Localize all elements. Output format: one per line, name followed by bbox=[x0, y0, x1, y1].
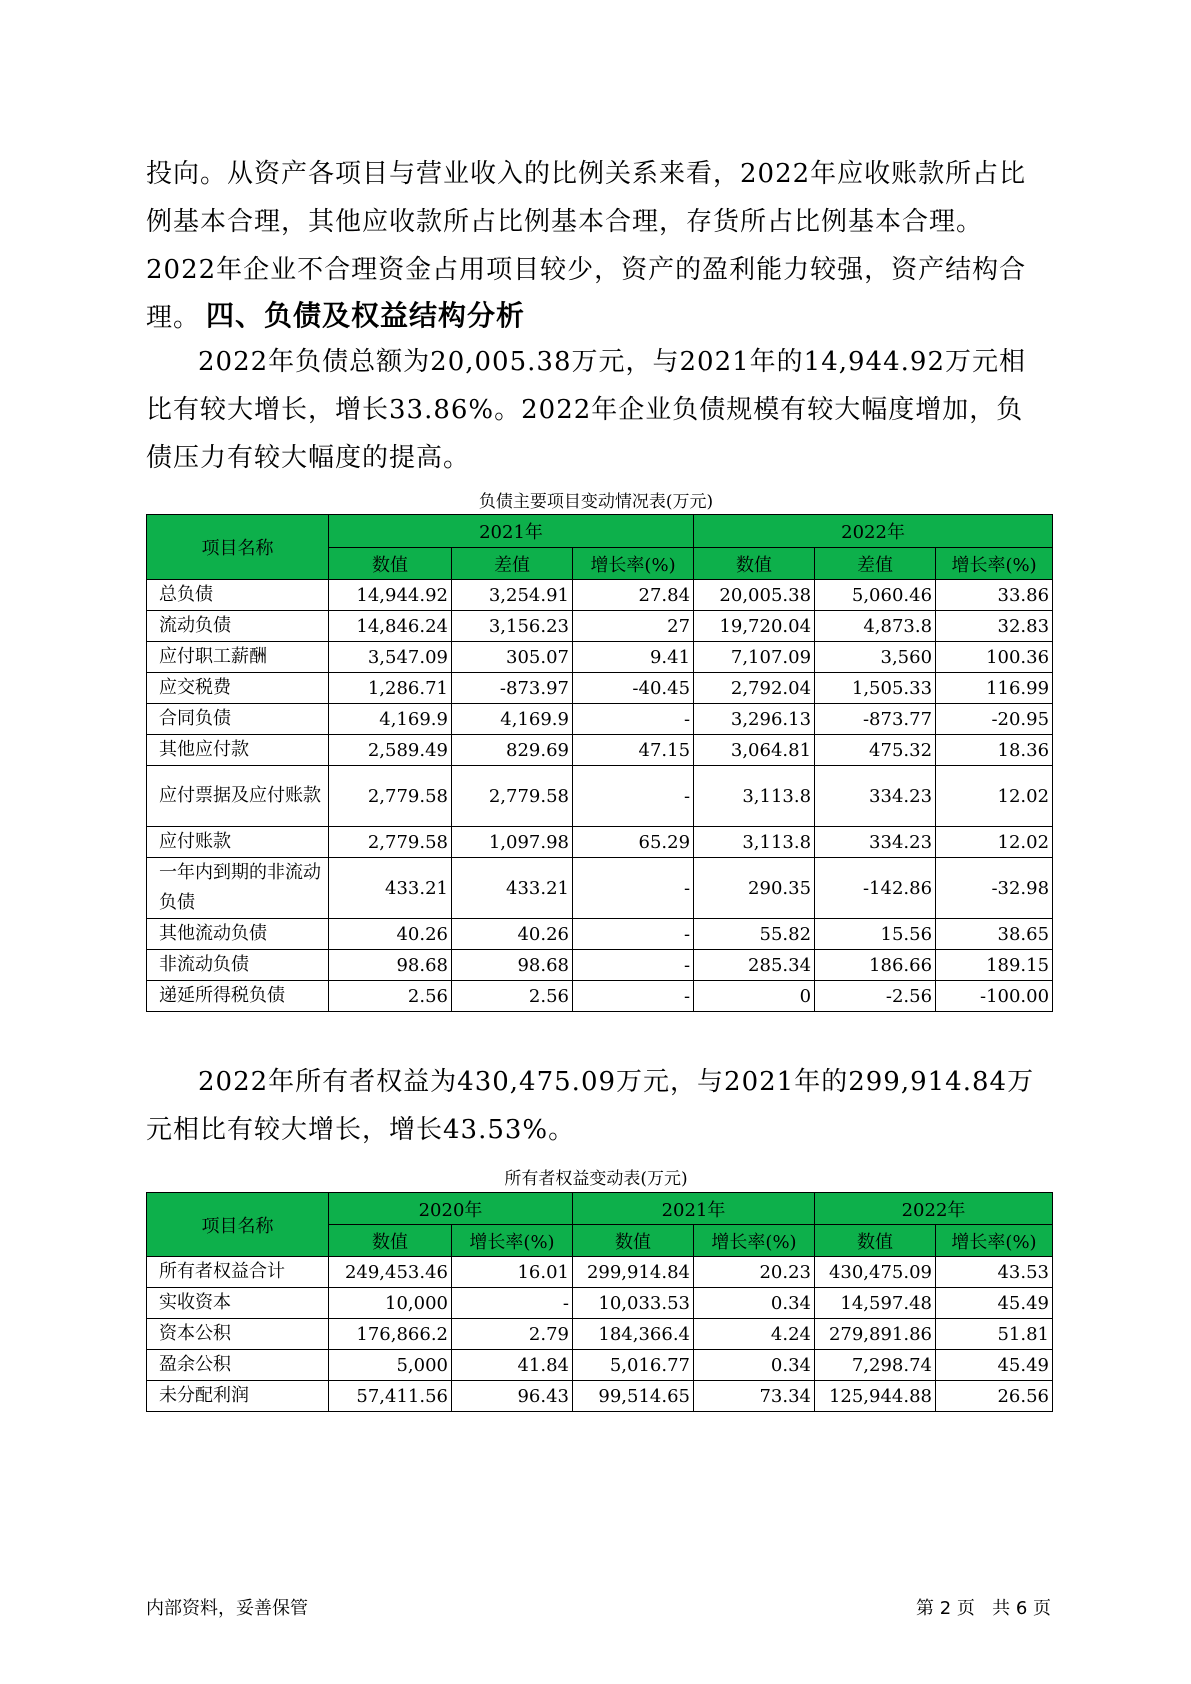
table-cell: 2,779.58 bbox=[329, 827, 452, 858]
table-cell: 334.23 bbox=[815, 827, 936, 858]
table-cell: 5,060.46 bbox=[815, 580, 936, 611]
column-header: 数值 bbox=[573, 1225, 694, 1257]
table-cell: -142.86 bbox=[815, 858, 936, 919]
table-cell: 47.15 bbox=[573, 735, 694, 766]
row-label: 总负债 bbox=[147, 580, 329, 611]
table-cell: 10,000 bbox=[329, 1288, 452, 1319]
table-cell: 0.34 bbox=[694, 1288, 815, 1319]
table-cell: -32.98 bbox=[936, 858, 1053, 919]
table-cell: 3,560 bbox=[815, 642, 936, 673]
column-header: 差值 bbox=[452, 548, 573, 580]
table-cell: 3,296.13 bbox=[694, 704, 815, 735]
table-cell: 5,016.77 bbox=[573, 1350, 694, 1381]
table-cell: 433.21 bbox=[329, 858, 452, 919]
table-cell: - bbox=[573, 950, 694, 981]
table-cell: 40.26 bbox=[452, 919, 573, 950]
row-label: 其他应付款 bbox=[147, 735, 329, 766]
table-row bbox=[147, 981, 1053, 1012]
table-cell: 32.83 bbox=[936, 611, 1053, 642]
table-cell: 430,475.09 bbox=[815, 1257, 936, 1288]
column-header: 增长率(%) bbox=[936, 1225, 1053, 1257]
table-cell: 45.49 bbox=[936, 1288, 1053, 1319]
table-cell: 279,891.86 bbox=[815, 1319, 936, 1350]
table-cell: -2.56 bbox=[815, 981, 936, 1012]
liability-table-body bbox=[147, 580, 1053, 1012]
column-header: 数值 bbox=[329, 1225, 452, 1257]
table-cell: 45.49 bbox=[936, 1350, 1053, 1381]
table-cell: 33.86 bbox=[936, 580, 1053, 611]
table-cell: 4.24 bbox=[694, 1319, 815, 1350]
table-cell: 1,505.33 bbox=[815, 673, 936, 704]
table-row bbox=[147, 642, 1053, 673]
table-cell: - bbox=[573, 766, 694, 827]
table-cell: 2,779.58 bbox=[452, 766, 573, 827]
table-row bbox=[147, 766, 1053, 827]
table-row bbox=[147, 704, 1053, 735]
table-cell: 1,286.71 bbox=[329, 673, 452, 704]
table-row bbox=[147, 673, 1053, 704]
table-cell: - bbox=[573, 858, 694, 919]
column-header: 数值 bbox=[815, 1225, 936, 1257]
table-cell: 3,113.8 bbox=[694, 766, 815, 827]
table-cell: 829.69 bbox=[452, 735, 573, 766]
table-cell: 51.81 bbox=[936, 1319, 1053, 1350]
table-cell: 40.26 bbox=[329, 919, 452, 950]
table-cell: 305.07 bbox=[452, 642, 573, 673]
footer-page-number: 第 2 页 共 6 页 bbox=[916, 1598, 1051, 1619]
table-cell: 2.56 bbox=[452, 981, 573, 1012]
equity-table-caption: 所有者权益变动表(万元) bbox=[504, 1169, 688, 1189]
row-label: 其他流动负债 bbox=[147, 919, 329, 950]
table-cell: 96.43 bbox=[452, 1381, 573, 1412]
table-row bbox=[147, 1350, 1053, 1381]
row-label: 应付账款 bbox=[147, 827, 329, 858]
table-cell: -40.45 bbox=[573, 673, 694, 704]
table-cell: 7,298.74 bbox=[815, 1350, 936, 1381]
table-row bbox=[147, 858, 1053, 919]
equity-table-body bbox=[147, 1257, 1053, 1412]
liability-table bbox=[146, 514, 1053, 1012]
table-cell: 57,411.56 bbox=[329, 1381, 452, 1412]
table-cell: 116.99 bbox=[936, 673, 1053, 704]
table-cell: 12.02 bbox=[936, 766, 1053, 827]
table-cell: 184,366.4 bbox=[573, 1319, 694, 1350]
table-cell: 189.15 bbox=[936, 950, 1053, 981]
row-label: 资本公积 bbox=[147, 1319, 329, 1350]
table-cell: 14,944.92 bbox=[329, 580, 452, 611]
table-cell: 100.36 bbox=[936, 642, 1053, 673]
row-label: 应付票据及应付账款 bbox=[147, 766, 329, 827]
table-cell: 433.21 bbox=[452, 858, 573, 919]
table-cell: - bbox=[573, 704, 694, 735]
table-cell: 12.02 bbox=[936, 827, 1053, 858]
row-label: 非流动负债 bbox=[147, 950, 329, 981]
table-cell: 43.53 bbox=[936, 1257, 1053, 1288]
table-cell: 334.23 bbox=[815, 766, 936, 827]
column-header: 增长率(%) bbox=[452, 1225, 573, 1257]
table-cell: -873.77 bbox=[815, 704, 936, 735]
table-cell: -100.00 bbox=[936, 981, 1053, 1012]
table-cell: 2,792.04 bbox=[694, 673, 815, 704]
table-cell: 18.36 bbox=[936, 735, 1053, 766]
paragraph-asset-analysis: 投向。从资产各项目与营业收入的比例关系来看，2022年应收账款所占比例基本合理，其他应收款所占比例基本合理，存货所占比例基本合理。2022年企业不合理资金占用项目较少，资产的盈利能力较强，资产结构合理。 bbox=[146, 159, 1027, 333]
table-cell: 285.34 bbox=[694, 950, 815, 981]
table-cell: 16.01 bbox=[452, 1257, 573, 1288]
table-cell: 14,846.24 bbox=[329, 611, 452, 642]
table-cell: 38.65 bbox=[936, 919, 1053, 950]
row-label: 未分配利润 bbox=[147, 1381, 329, 1412]
table-cell: 65.29 bbox=[573, 827, 694, 858]
section-heading: 四、负债及权益结构分析 bbox=[206, 299, 526, 332]
table-cell: 475.32 bbox=[815, 735, 936, 766]
table-row bbox=[147, 735, 1053, 766]
year-header: 2021年 bbox=[329, 515, 694, 548]
row-label: 一年内到期的非流动负债 bbox=[147, 858, 329, 919]
table-cell: - bbox=[452, 1288, 573, 1319]
table-cell: 10,033.53 bbox=[573, 1288, 694, 1319]
column-header: 增长率(%) bbox=[573, 548, 694, 580]
table-cell: 290.35 bbox=[694, 858, 815, 919]
table-row bbox=[147, 611, 1053, 642]
table-cell: 27.84 bbox=[573, 580, 694, 611]
table-cell: 249,453.46 bbox=[329, 1257, 452, 1288]
year-header: 2020年 bbox=[329, 1193, 573, 1225]
equity-table bbox=[146, 1192, 1053, 1412]
table-cell: 41.84 bbox=[452, 1350, 573, 1381]
year-header: 2022年 bbox=[694, 515, 1053, 548]
table-cell: 3,064.81 bbox=[694, 735, 815, 766]
item-name-header: 项目名称 bbox=[147, 515, 329, 580]
table-cell: 5,000 bbox=[329, 1350, 452, 1381]
item-name-header: 项目名称 bbox=[147, 1193, 329, 1257]
column-header: 增长率(%) bbox=[694, 1225, 815, 1257]
table-cell: 73.34 bbox=[694, 1381, 815, 1412]
table-cell: 20.23 bbox=[694, 1257, 815, 1288]
row-label: 合同负债 bbox=[147, 704, 329, 735]
table-row bbox=[147, 827, 1053, 858]
table-cell: 9.41 bbox=[573, 642, 694, 673]
table-row bbox=[147, 919, 1053, 950]
table-cell: 0 bbox=[694, 981, 815, 1012]
column-header: 数值 bbox=[329, 548, 452, 580]
table-cell: -20.95 bbox=[936, 704, 1053, 735]
table-cell: 1,097.98 bbox=[452, 827, 573, 858]
table-cell: 55.82 bbox=[694, 919, 815, 950]
table-cell: 3,254.91 bbox=[452, 580, 573, 611]
table-cell: 3,113.8 bbox=[694, 827, 815, 858]
table-cell: 27 bbox=[573, 611, 694, 642]
table-cell: 4,873.8 bbox=[815, 611, 936, 642]
liability-table-caption: 负债主要项目变动情况表(万元) bbox=[478, 492, 714, 512]
table-cell: 19,720.04 bbox=[694, 611, 815, 642]
row-label: 所有者权益合计 bbox=[147, 1257, 329, 1288]
table-cell: 2.56 bbox=[329, 981, 452, 1012]
footer-confidential: 内部资料，妥善保管 bbox=[146, 1598, 308, 1619]
table-cell: 4,169.9 bbox=[452, 704, 573, 735]
row-label: 应交税费 bbox=[147, 673, 329, 704]
table-cell: 3,547.09 bbox=[329, 642, 452, 673]
column-header: 差值 bbox=[815, 548, 936, 580]
table-cell: 20,005.38 bbox=[694, 580, 815, 611]
table-cell: 176,866.2 bbox=[329, 1319, 452, 1350]
table-row bbox=[147, 1319, 1053, 1350]
row-label: 递延所得税负债 bbox=[147, 981, 329, 1012]
column-header: 数值 bbox=[694, 548, 815, 580]
row-label: 流动负债 bbox=[147, 611, 329, 642]
table-cell: - bbox=[573, 981, 694, 1012]
table-cell: 26.56 bbox=[936, 1381, 1053, 1412]
table-cell: 15.56 bbox=[815, 919, 936, 950]
row-label: 盈余公积 bbox=[147, 1350, 329, 1381]
table-row bbox=[147, 1381, 1053, 1412]
table-cell: 4,169.9 bbox=[329, 704, 452, 735]
table-row bbox=[147, 950, 1053, 981]
table-cell: 0.34 bbox=[694, 1350, 815, 1381]
table-cell: 125,944.88 bbox=[815, 1381, 936, 1412]
table-cell: - bbox=[573, 919, 694, 950]
table-cell: 3,156.23 bbox=[452, 611, 573, 642]
table-cell: 98.68 bbox=[452, 950, 573, 981]
table-cell: 99,514.65 bbox=[573, 1381, 694, 1412]
table-cell: 2.79 bbox=[452, 1319, 573, 1350]
table-cell: 186.66 bbox=[815, 950, 936, 981]
table-cell: 2,779.58 bbox=[329, 766, 452, 827]
table-cell: 98.68 bbox=[329, 950, 452, 981]
table-cell: -873.97 bbox=[452, 673, 573, 704]
paragraph-equity-summary: 2022年所有者权益为430,475.09万元，与2021年的299,914.84万元相比有较大增长，增长43.53%。 bbox=[146, 1067, 1035, 1145]
table-row bbox=[147, 1257, 1053, 1288]
table-cell: 7,107.09 bbox=[694, 642, 815, 673]
year-header: 2021年 bbox=[573, 1193, 815, 1225]
paragraph-liability-summary: 2022年负债总额为20,005.38万元，与2021年的14,944.92万元相比有较大增长，增长33.86%。2022年企业负债规模有较大幅度增加，负债压力有较大幅度的提高。 bbox=[146, 347, 1026, 473]
row-label: 实收资本 bbox=[147, 1288, 329, 1319]
table-cell: 2,589.49 bbox=[329, 735, 452, 766]
table-cell: 14,597.48 bbox=[815, 1288, 936, 1319]
table-row bbox=[147, 580, 1053, 611]
row-label: 应付职工薪酬 bbox=[147, 642, 329, 673]
table-cell: 299,914.84 bbox=[573, 1257, 694, 1288]
column-header: 增长率(%) bbox=[936, 548, 1053, 580]
year-header: 2022年 bbox=[815, 1193, 1053, 1225]
table-row bbox=[147, 1288, 1053, 1319]
